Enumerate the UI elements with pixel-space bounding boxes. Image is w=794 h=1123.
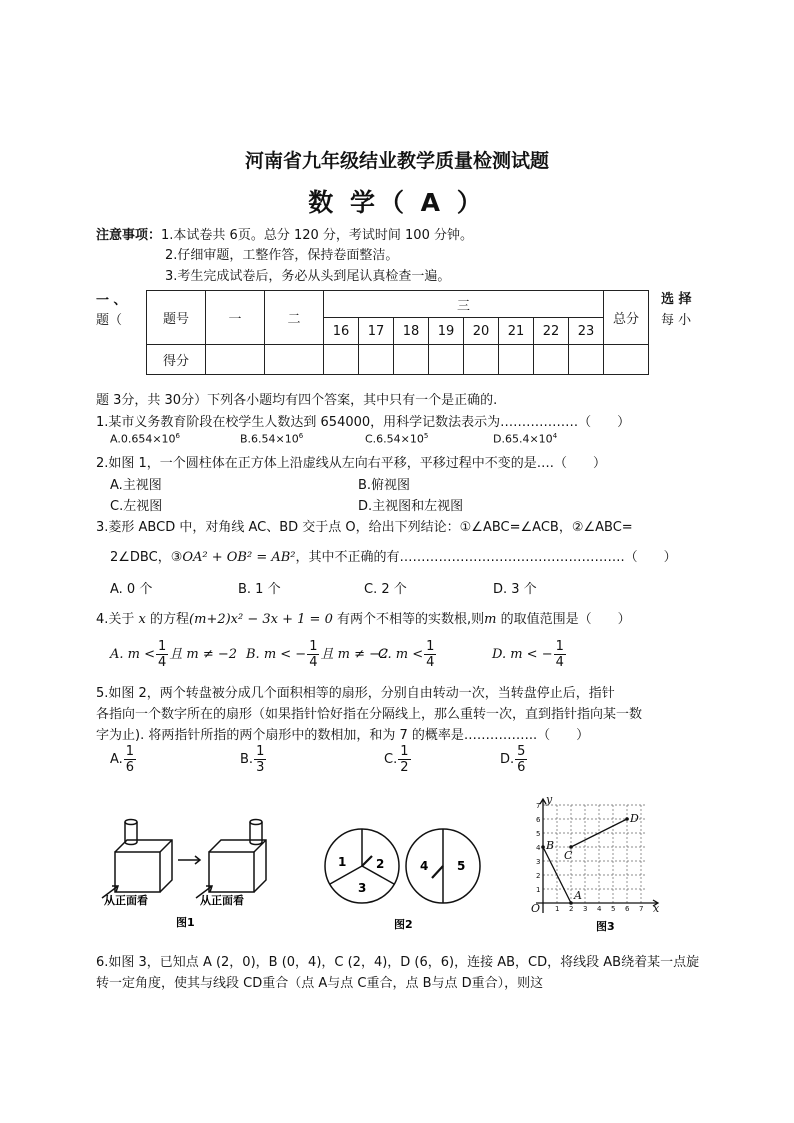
question-1-stem: 1.某市义务教育阶段在校学生人数达到 654000，用科学记数法表示为………………（ ） xyxy=(96,415,631,430)
score-cell xyxy=(359,345,394,375)
notes-label: 注意事项： xyxy=(96,228,162,243)
fig1-label: 从正面看 xyxy=(200,894,244,907)
sector-number: 3 xyxy=(358,881,367,895)
x-tick-label: 6 xyxy=(625,905,630,913)
score-cell xyxy=(265,345,324,375)
y-tick-label: 4 xyxy=(536,844,541,852)
question-number: 19 xyxy=(429,318,464,345)
option-d: D.主视图和左视图 xyxy=(358,499,464,514)
question-3-line-2: 2∠DBC，③OA² + OB² = AB²，其中不正确的有…………………………………………….（ ） xyxy=(110,550,677,565)
y-tick-label: 1 xyxy=(536,886,541,894)
section-instruction: 题 3分，共 30分）下列各小题均有四个答案，其中只有一个是正确的. xyxy=(96,393,498,408)
score-cell xyxy=(206,345,265,375)
cylinder xyxy=(250,820,262,825)
option-a: A.主视图 xyxy=(110,478,162,493)
x-tick-label: 5 xyxy=(611,905,616,913)
sector-number: 5 xyxy=(457,859,466,873)
score-cell xyxy=(534,345,569,375)
point-label: B xyxy=(546,839,555,852)
question-number: 22 xyxy=(534,318,569,345)
score-table-header: 三 xyxy=(324,291,604,318)
y-tick-label: 5 xyxy=(536,830,541,838)
sector-number: 2 xyxy=(376,857,385,871)
cube-front xyxy=(209,852,254,892)
x-tick-label: 2 xyxy=(569,905,574,913)
option-b: B.俯视图 xyxy=(358,478,411,493)
axis-label-y: y xyxy=(546,795,553,806)
score-cell xyxy=(324,345,359,375)
origin-label: O xyxy=(531,902,541,915)
point-label: C xyxy=(564,849,573,862)
sector-number: 1 xyxy=(338,855,347,869)
score-table-header: 总分 xyxy=(604,291,649,345)
score-cell xyxy=(429,345,464,375)
subject-title: 数 学（ A ） xyxy=(308,188,486,217)
option-a: A. 0 个 xyxy=(110,582,153,597)
y-tick-label: 2 xyxy=(536,872,541,880)
question-6-line-2: 转一定角度，使其与线段 CD重合（点 A与点 C重合，点 B与点 D重合），则这 xyxy=(96,976,544,991)
pointer-icon xyxy=(362,856,372,866)
figure-caption: 图2 xyxy=(394,918,413,931)
question-6-line-1: 6.如图 3，已知点 A (2，0)，B (0，4)，C (2，4)，D (6，6)，连接 AB，CD，将线段 AB绕着某一点旋 xyxy=(96,955,700,970)
notes-item: 1.本试卷共 6页。总分 120 分，考试时间 100 分钟。 xyxy=(161,228,473,243)
x-tick-label: 3 xyxy=(583,905,588,913)
notes-item: 2.仔细审题，工整作答，保持卷面整洁。 xyxy=(165,248,399,263)
option-b: $B.6.54\times 10^6$ xyxy=(240,432,304,446)
option-a: $A.0.654\times 10^6$ xyxy=(110,432,181,446)
x-tick-label: 1 xyxy=(555,905,560,913)
question-5-line-2: 各指向一个数字所在的扇形（如果指针恰好指在分隔线上，那么重转一次，直到指针指向某一数 xyxy=(96,707,643,722)
section-text-right-1: 选 择 xyxy=(661,292,692,307)
math-expression: OA² + OB² = AB² xyxy=(182,550,296,565)
question-number: 21 xyxy=(499,318,534,345)
notes-line-1 xyxy=(96,224,473,243)
notes-item: 3.考生完成试卷后，务必从头到尾认真检查一遍。 xyxy=(165,269,451,284)
question-3-line-1: 3.菱形 ABCD 中，对角线 AC、BD 交于点 O，给出下列结论：①∠ABC=∠ACB，②∠ABC= xyxy=(96,520,633,535)
score-cell xyxy=(499,345,534,375)
section-number: 一 、 xyxy=(96,293,127,308)
score-cell xyxy=(394,345,429,375)
question-number: 18 xyxy=(394,318,429,345)
point-b xyxy=(541,845,545,849)
pointer-icon xyxy=(432,866,443,878)
score-table xyxy=(146,290,649,375)
option-b: B. $\frac{1}{3}$ xyxy=(240,744,265,775)
question-number: 23 xyxy=(569,318,604,345)
point-d xyxy=(625,817,629,821)
option-d: $D.65.4\times 10^4$ xyxy=(493,432,558,446)
y-tick-label: 7 xyxy=(536,802,541,810)
option-c: C. $\frac{1}{2}$ xyxy=(384,744,409,775)
option-a: A. m < $\frac{1}{4}$ 且 m ≠ −2 xyxy=(110,639,238,670)
option-c: C.左视图 xyxy=(110,499,163,514)
option-b: B. 1 个 xyxy=(238,582,281,597)
option-b: B. m < − $\frac{1}{4}$ 且 m ≠ −2 xyxy=(246,639,389,670)
question-number: 16 xyxy=(324,318,359,345)
y-tick-label: 3 xyxy=(536,858,541,866)
option-d: D. $\frac{5}{6}$ xyxy=(500,744,526,775)
question-5-line-3: 字为止). 将两指针所指的两个扇形中的数相加，和为 7 的概率是……………..（ ） xyxy=(96,728,590,743)
score-cell xyxy=(464,345,499,375)
question-number: 17 xyxy=(359,318,394,345)
option-c: C. m < $\frac{1}{4}$ xyxy=(378,639,435,670)
section-text-right-2: 每 小 xyxy=(661,313,692,328)
sector-number: 4 xyxy=(420,859,429,873)
point-label: D xyxy=(630,812,639,825)
score-label: 得分 xyxy=(147,345,206,375)
score-cell xyxy=(604,345,649,375)
score-cell xyxy=(569,345,604,375)
figure-1 xyxy=(96,812,286,930)
cube-front xyxy=(115,852,160,892)
x-tick-label: 7 xyxy=(639,905,644,913)
axis-label-x: x xyxy=(653,902,660,915)
cylinder xyxy=(125,820,137,825)
exam-title: 河南省九年级结业教学质量检测试题 xyxy=(244,150,549,172)
option-a: A. $\frac{1}{6}$ xyxy=(110,744,135,775)
option-c: $C.6.54\times 10^5$ xyxy=(365,432,429,446)
option-d: D. 3 个 xyxy=(493,582,537,597)
y-tick-label: 6 xyxy=(536,816,541,824)
question-5-line-1: 5.如图 2，两个转盘被分成几个面积相等的扇形，分别自由转动一次，当转盘停止后，指针 xyxy=(96,686,615,701)
question-4-stem: 4.关于 x 的方程(m+2)x² − 3x + 1 = 0 有两个不相等的实数根,则m 的取值范围是（ ） xyxy=(96,612,631,627)
question-number: 20 xyxy=(464,318,499,345)
question-2-stem: 2.如图 1，一个圆柱体在正方体上沿虚线从左向右平移，平移过程中不变的是….（ ） xyxy=(96,456,606,471)
fig1-label: 从正面看 xyxy=(104,894,148,907)
score-table-header: 二 xyxy=(265,291,324,345)
figure-caption: 图3 xyxy=(596,920,615,933)
option-d: D. m < − $\frac{1}{4}$ xyxy=(492,639,564,670)
section-text-left: 题（ xyxy=(96,313,123,328)
math-expression: (m+2)x² − 3x + 1 = 0 xyxy=(189,612,333,627)
score-table-header: 一 xyxy=(206,291,265,345)
option-c: C. 2 个 xyxy=(364,582,407,597)
figure-3 xyxy=(526,795,676,933)
x-tick-label: 4 xyxy=(597,905,602,913)
score-table-header: 题号 xyxy=(147,291,206,345)
figure-caption: 图1 xyxy=(176,916,195,929)
figure-2 xyxy=(318,826,488,932)
point-label: A xyxy=(574,889,582,902)
